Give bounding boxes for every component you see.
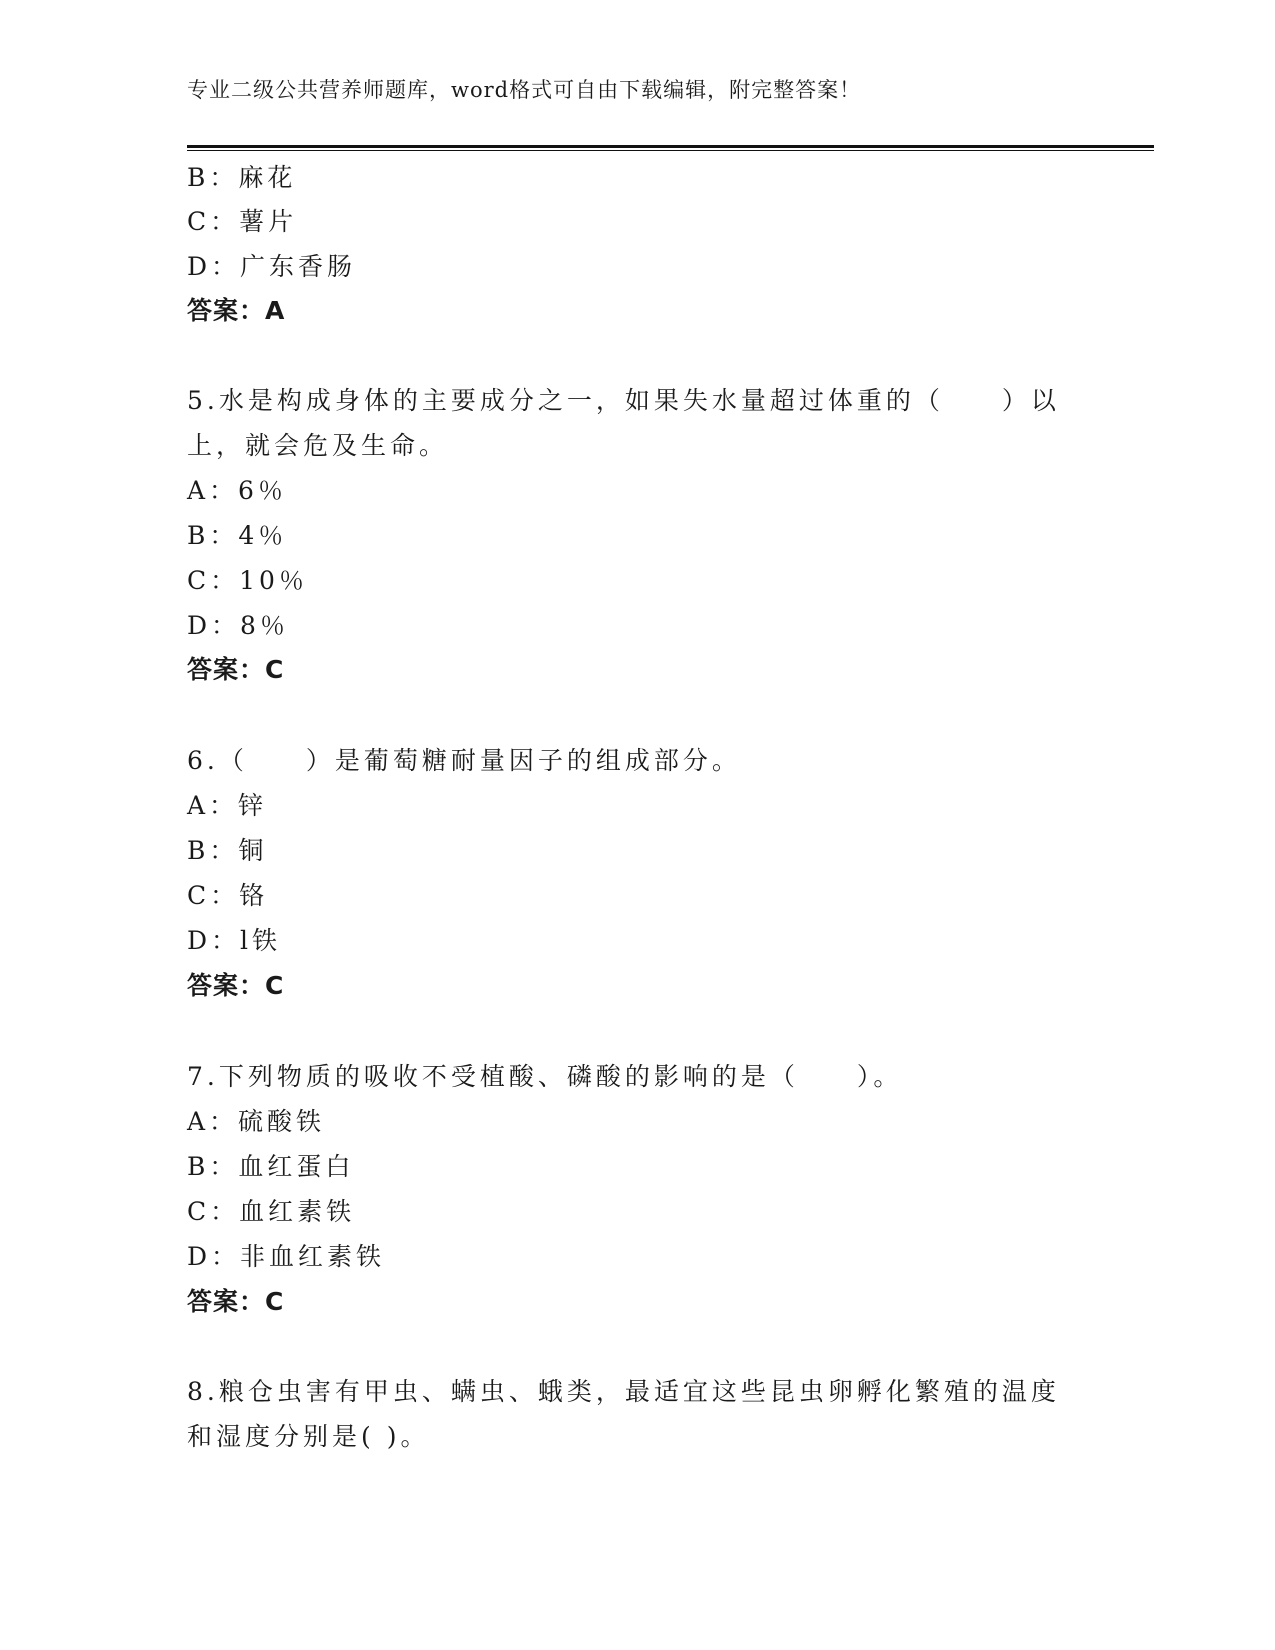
q4-option-d: D：广东香肠 <box>187 252 357 281</box>
q7-stem: 7.下列物质的吸收不受植酸、磷酸的影响的是（ ）。 <box>187 1062 903 1091</box>
q4-option-c: C：薯片 <box>187 207 298 236</box>
q6-stem: 6.（ ）是葡萄糖耐量因子的组成部分。 <box>187 746 741 775</box>
q5-option-b: B：4％ <box>187 521 288 550</box>
page-header: 专业二级公共营养师题库，word格式可自由下载编辑，附完整答案！ <box>187 78 862 102</box>
q4-option-b: B：麻花 <box>187 163 297 192</box>
q7-answer: 答案：C <box>187 1287 285 1316</box>
q8-stem-line2: 和湿度分别是( )。 <box>187 1422 430 1451</box>
q8-stem-line1: 8.粮仓虫害有甲虫、螨虫、蛾类，最适宜这些昆虫卵孵化繁殖的温度 <box>187 1377 1060 1406</box>
header-rule-thin <box>187 150 1154 151</box>
q5-answer: 答案：C <box>187 655 285 684</box>
q7-option-c: C：血红素铁 <box>187 1197 356 1226</box>
q5-stem-line1: 5.水是构成身体的主要成分之一，如果失水量超过体重的（ ）以 <box>187 386 1060 415</box>
q6-option-a: A：锌 <box>187 791 268 820</box>
q7-option-d: D：非血红素铁 <box>187 1242 386 1271</box>
header-rule-thick <box>187 145 1154 148</box>
q5-option-c: C：10％ <box>187 566 308 595</box>
q5-option-d: D：8％ <box>187 611 289 640</box>
q6-answer: 答案：C <box>187 971 285 1000</box>
q6-option-c: C：铬 <box>187 881 269 910</box>
q4-answer: 答案：A <box>187 296 286 325</box>
q7-option-a: A：硫酸铁 <box>187 1107 326 1136</box>
q6-option-b: B：铜 <box>187 836 268 865</box>
q6-option-d: D：l铁 <box>187 926 282 955</box>
q5-option-a: A：6％ <box>187 476 287 505</box>
q7-option-b: B：血红蛋白 <box>187 1152 355 1181</box>
q5-stem-line2: 上，就会危及生命。 <box>187 431 449 460</box>
